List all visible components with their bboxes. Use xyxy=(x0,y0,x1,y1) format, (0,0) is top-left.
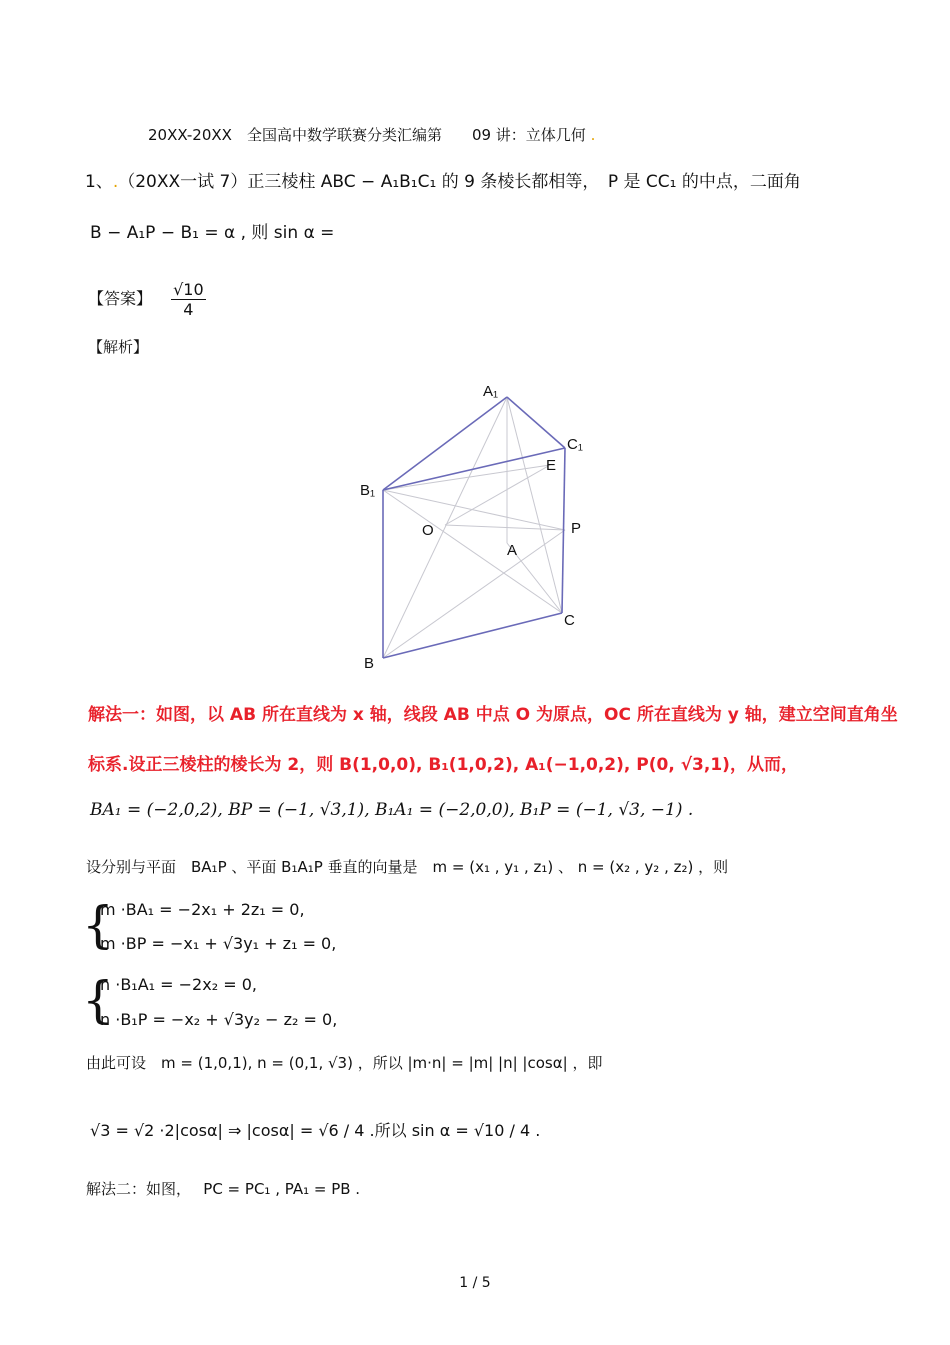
edge-a1-b xyxy=(383,397,507,658)
label-o: O xyxy=(422,522,434,539)
system1-eq-b: m ·BP = −x₁ + √3y₁ + z₁ = 0, xyxy=(100,934,337,953)
label-a1: A₁ xyxy=(483,383,499,400)
edge-b-c xyxy=(383,613,562,658)
solution1-result-line: √3 = √2 ·2|cosα| ⇒ |cosα| = √6 / 4 .所以 sin α = √10 / 4 . xyxy=(90,1121,541,1140)
label-e: E xyxy=(546,457,557,474)
page-header xyxy=(148,124,595,145)
question-text-1: （20XX一试 7）正三棱柱 ABC − A₁B₁C₁ 的 9 条棱长都相等， P 是 CC₁ 的中点，二面角 xyxy=(118,172,801,192)
header-dot: . xyxy=(590,126,596,144)
question-line-2: B − A₁P − B₁ = α , 则 sin α = xyxy=(90,223,335,243)
answer-block xyxy=(88,280,206,319)
solution1-normals: 设分别与平面 BA₁P 、平面 B₁A₁P 垂直的向量是 m = (x₁ , y₁ , z₁) 、 n = (x₂ , y₂ , z₂) ，则 xyxy=(86,858,729,876)
edge-a1-c1 xyxy=(507,397,565,448)
edge-b-p xyxy=(383,530,565,658)
question-line-1 xyxy=(85,167,801,192)
label-b: B xyxy=(364,655,375,672)
answer-numerator: √10 xyxy=(173,280,204,299)
solution1-vectors: BA₁ = (−2,0,2), BP = (−1, √3,1), B₁A₁ = (−2,0,0), B₁P = (−1, √3, −1) . xyxy=(90,800,694,820)
solution1-set-line: 由此可设 m = (1,0,1), n = (0,1, √3) ，所以 |m·n| = |m| |n| |cosα| ，即 xyxy=(86,1054,603,1072)
answer-denominator: 4 xyxy=(183,300,194,319)
label-b1: B₁ xyxy=(360,482,376,499)
label-c1: C₁ xyxy=(567,436,583,453)
edge-b1-e xyxy=(383,465,550,490)
solution2-line: 解法二：如图， PC = PC₁ , PA₁ = PB . xyxy=(86,1180,361,1198)
solution1-line-2: 标系.设正三棱柱的棱长为 2，则 B(1,0,0), B₁(1,0,2), A₁(−1,0,2), P(0, √3,1)，从而， xyxy=(88,755,798,775)
prism-figure xyxy=(340,375,620,675)
question-source-dot: . xyxy=(112,172,119,192)
answer-label: 【答案】 xyxy=(88,289,153,308)
header-title: 20XX-20XX 全国高中数学联赛分类汇编第 09 讲：立体几何 xyxy=(148,126,586,144)
system2-eq-a: n ·B₁A₁ = −2x₂ = 0, xyxy=(100,975,257,994)
question-number: 1、 xyxy=(85,172,113,192)
label-p: P xyxy=(571,520,582,537)
system2-brace: { xyxy=(82,971,114,1029)
label-c: C xyxy=(564,612,575,629)
solution1-line-1: 解法一：如图，以 AB 所在直线为 x 轴，线段 AB 中点 O 为原点，OC 所在直线为 y 轴，建立空间直角坐 xyxy=(88,705,898,725)
analysis-label: 【解析】 xyxy=(88,338,149,356)
system2-eq-b: n ·B₁P = −x₂ + √3y₂ − z₂ = 0, xyxy=(100,1010,338,1029)
answer-fraction xyxy=(171,280,206,319)
edge-b1-p xyxy=(383,490,565,530)
page-number: 1 / 5 xyxy=(459,1275,491,1291)
system1-brace: { xyxy=(82,896,114,954)
system1-eq-a: m ·BA₁ = −2x₁ + 2z₁ = 0, xyxy=(100,900,305,919)
label-a: A xyxy=(507,542,518,559)
